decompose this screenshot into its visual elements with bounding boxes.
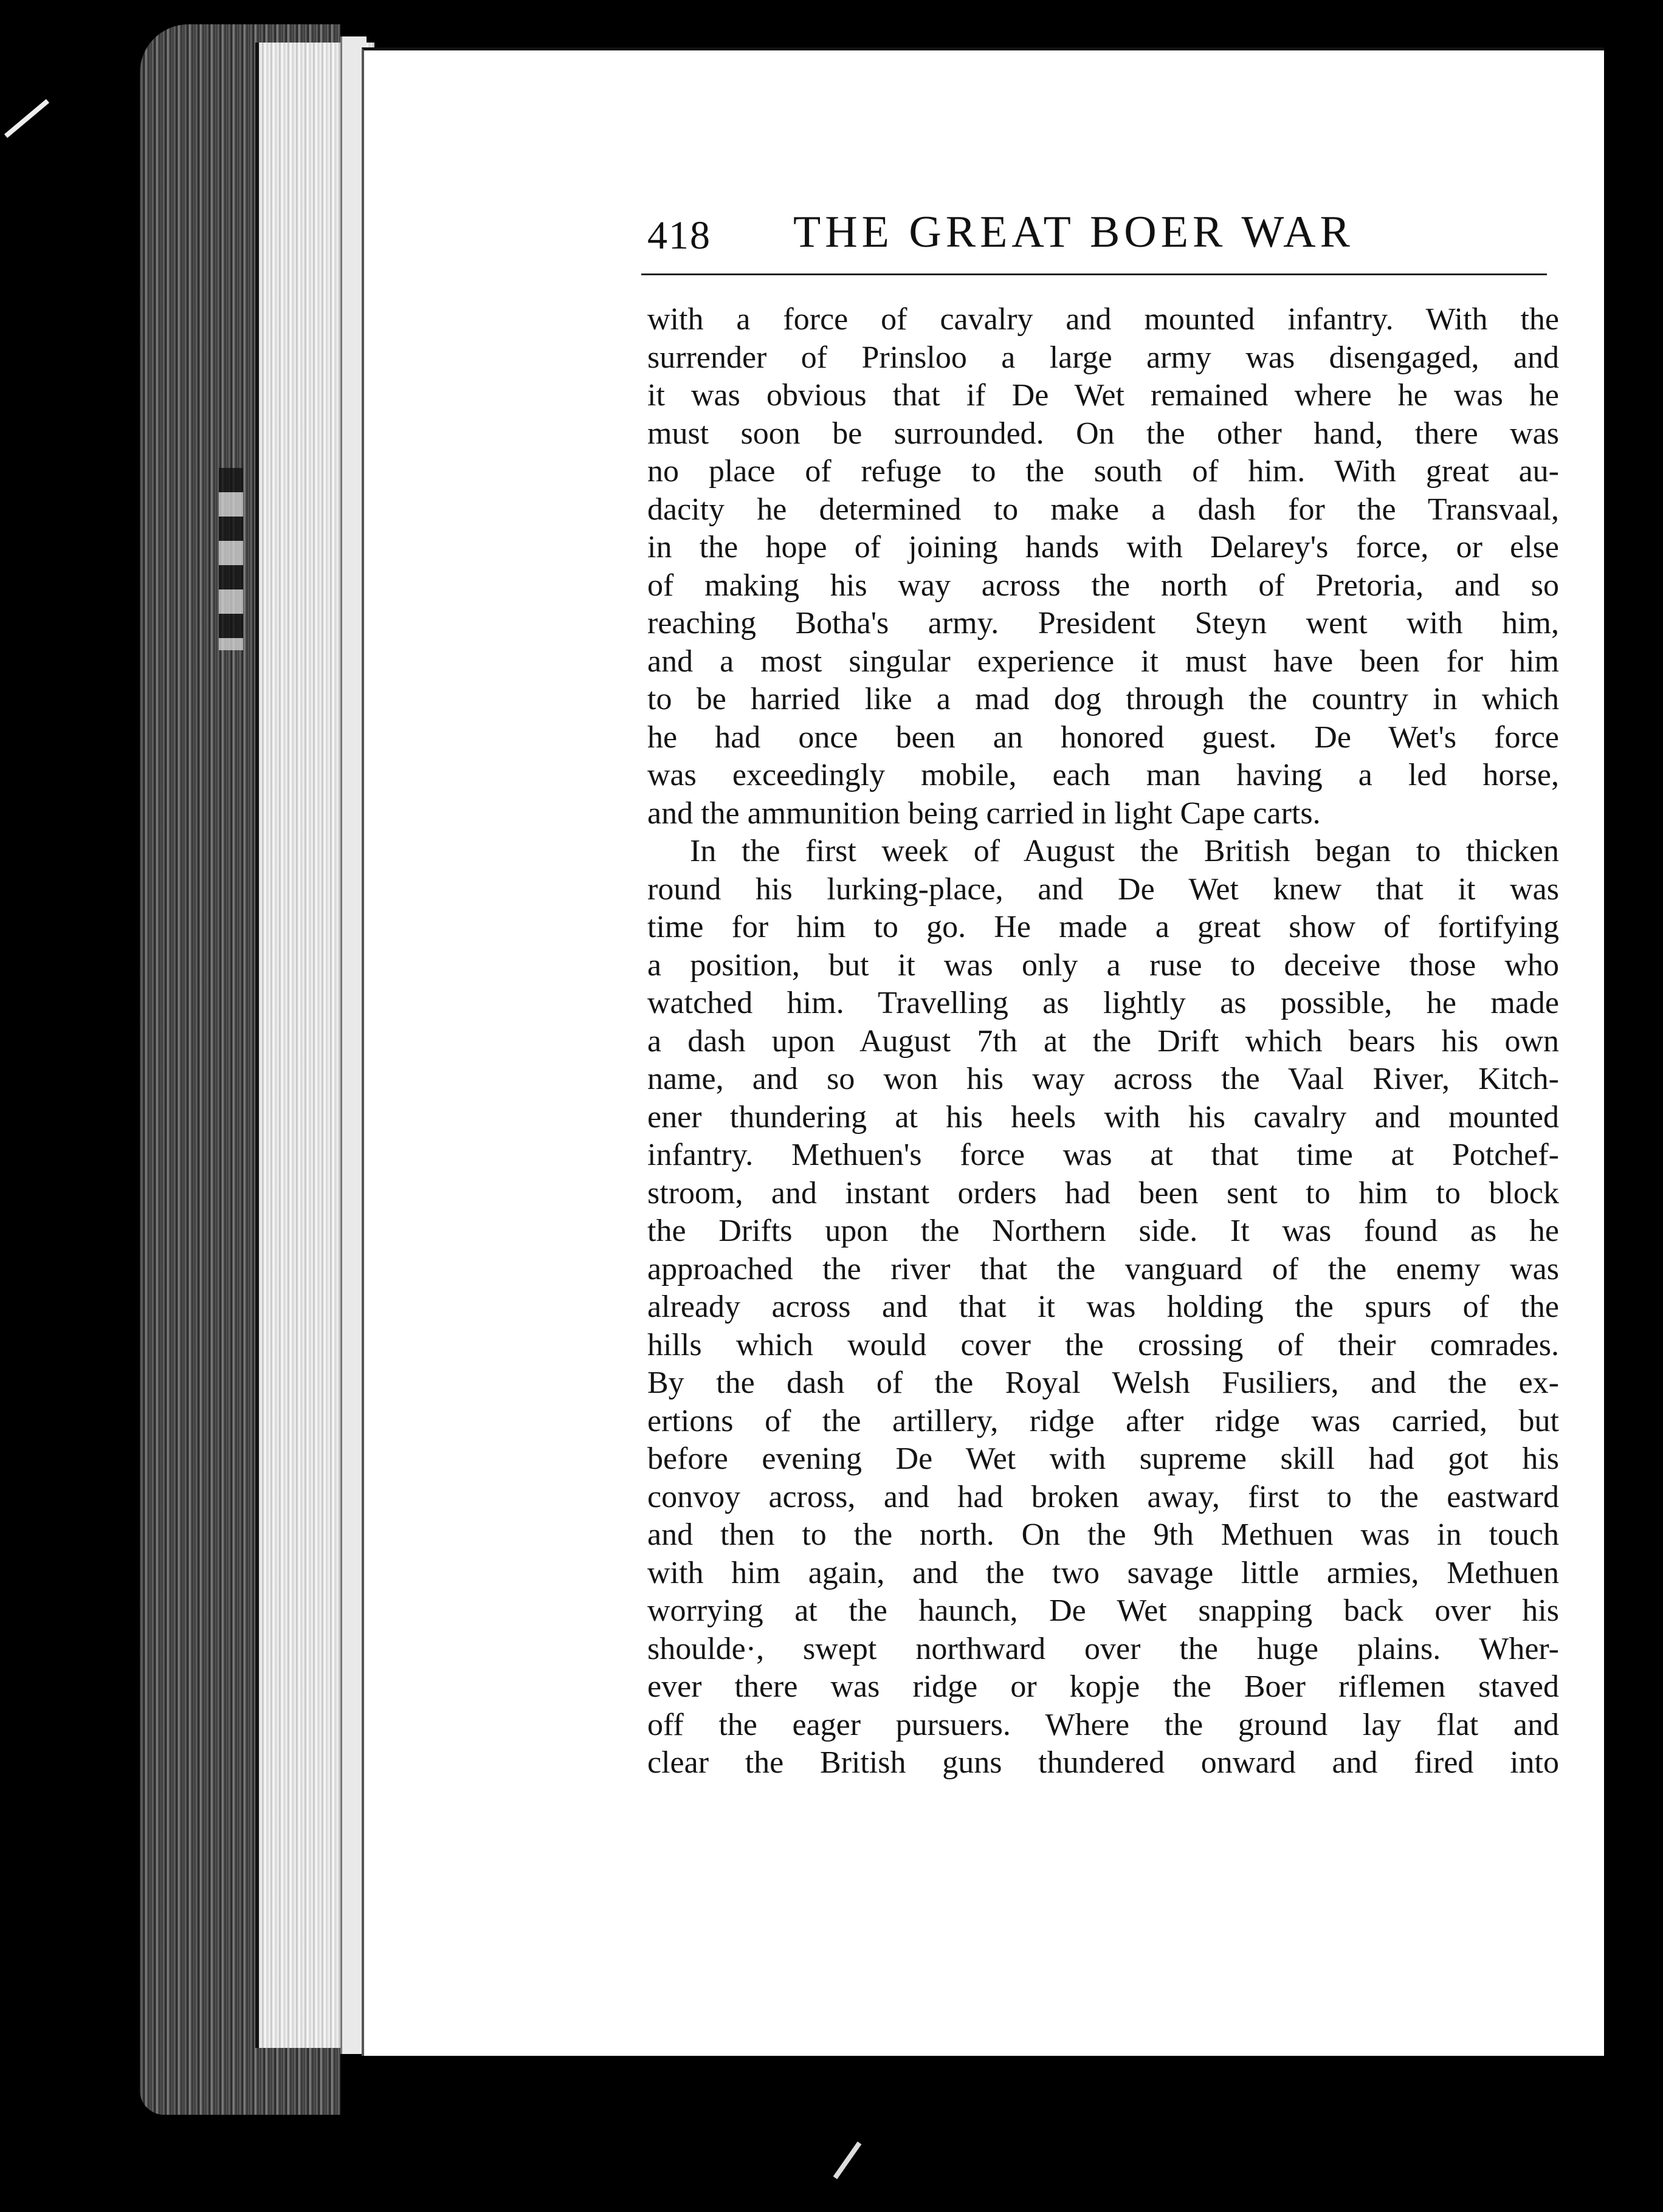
text-line: In the first week of August the British began to thicken bbox=[690, 834, 1559, 868]
text-line: clear the British guns thundered onward and fired into bbox=[647, 1745, 1559, 1780]
text-line: watched him. Travelling as lightly as possible, he made bbox=[647, 986, 1559, 1020]
text-line: already across and that it was holding the spurs of the bbox=[647, 1290, 1559, 1324]
text-line: a position, but it was only a ruse to deceive those who bbox=[647, 947, 1559, 983]
text-line: infantry. Methuen's force was at that time at Potchef- bbox=[647, 1138, 1559, 1172]
text-line: stroom, and instant orders had been sent to him to block bbox=[647, 1175, 1559, 1211]
text-line: hills which would cover the crossing of their comrades. bbox=[647, 1327, 1559, 1362]
text-line: no place of refuge to the south of him. With great au- bbox=[647, 454, 1559, 489]
text-line: it was obvious that if De Wet remained where he was he bbox=[647, 378, 1559, 413]
text-line: By the dash of the Royal Welsh Fusiliers, and the ex- bbox=[647, 1365, 1559, 1400]
text-line: dacity he determined to make a dash for the Transvaal, bbox=[647, 492, 1559, 527]
text-line: time for him to go. He made a great show of fortifying bbox=[647, 910, 1559, 944]
running-title: THE GREAT BOER WAR bbox=[793, 207, 1354, 257]
text-line: and the ammunition being carried in light Cape carts. bbox=[647, 795, 1321, 831]
text-line: convoy across, and had broken away, first to the eastward bbox=[647, 1479, 1559, 1514]
text-line: to be harried like a mad dog through the country in which bbox=[647, 682, 1559, 716]
text-line: round his lurking-place, and De Wet knew that it was bbox=[647, 871, 1559, 907]
text-line: and then to the north. On the 9th Methuen was in touch bbox=[647, 1517, 1559, 1552]
text-line: in the hope of joining hands with Delarey's force, or else bbox=[647, 530, 1559, 565]
text-line: surrender of Prinsloo a large army was disengaged, and bbox=[647, 340, 1559, 375]
text-line: the Drifts upon the Northern side. It was found as he bbox=[647, 1214, 1559, 1248]
text-line: of making his way across the north of Pretoria, and so bbox=[647, 568, 1559, 603]
text-line: shoulde·, swept northward over the huge plains. Wher- bbox=[647, 1631, 1559, 1666]
text-line: ener thundering at his heels with his cavalry and mounted bbox=[647, 1099, 1559, 1135]
scan-mark bbox=[4, 99, 49, 138]
text-line: name, and so won his way across the Vaal River, Kitch- bbox=[647, 1062, 1559, 1096]
text-line: and a most singular experience it must have been for him bbox=[647, 644, 1559, 679]
text-line: with a force of cavalry and mounted infantry. With the bbox=[647, 302, 1559, 337]
text-line: with him again, and the two savage little armies, Methuen bbox=[647, 1555, 1559, 1590]
text-line: ertions of the artillery, ridge after ridge was carried, but bbox=[647, 1403, 1559, 1438]
scan-border bbox=[1617, 24, 1663, 2212]
scan-mark bbox=[833, 2142, 862, 2179]
text-line: before evening De Wet with supreme skill had got his bbox=[647, 1441, 1559, 1476]
text-line: was exceedingly mobile, each man having a led horse, bbox=[647, 758, 1559, 792]
page-number: 418 bbox=[647, 213, 711, 258]
text-line: reaching Botha's army. President Steyn went with him, bbox=[647, 606, 1559, 641]
running-head bbox=[641, 207, 1547, 275]
text-line: ever there was ridge or kopje the Boer riflemen staved bbox=[647, 1669, 1559, 1704]
margin-annotation bbox=[219, 468, 243, 650]
text-line: worrying at the haunch, De Wet snapping back over his bbox=[647, 1593, 1559, 1628]
text-line: approached the river that the vanguard of the enemy was bbox=[647, 1251, 1559, 1286]
text-line: a dash upon August 7th at the Drift which bears his own bbox=[647, 1023, 1559, 1059]
text-line: must soon be surrounded. On the other hand, there was bbox=[647, 416, 1559, 451]
body-text bbox=[647, 301, 1559, 1782]
text-line: he had once been an honored guest. De Wet's force bbox=[647, 720, 1559, 755]
text-line: off the eager pursuers. Where the ground lay flat and bbox=[647, 1707, 1559, 1742]
